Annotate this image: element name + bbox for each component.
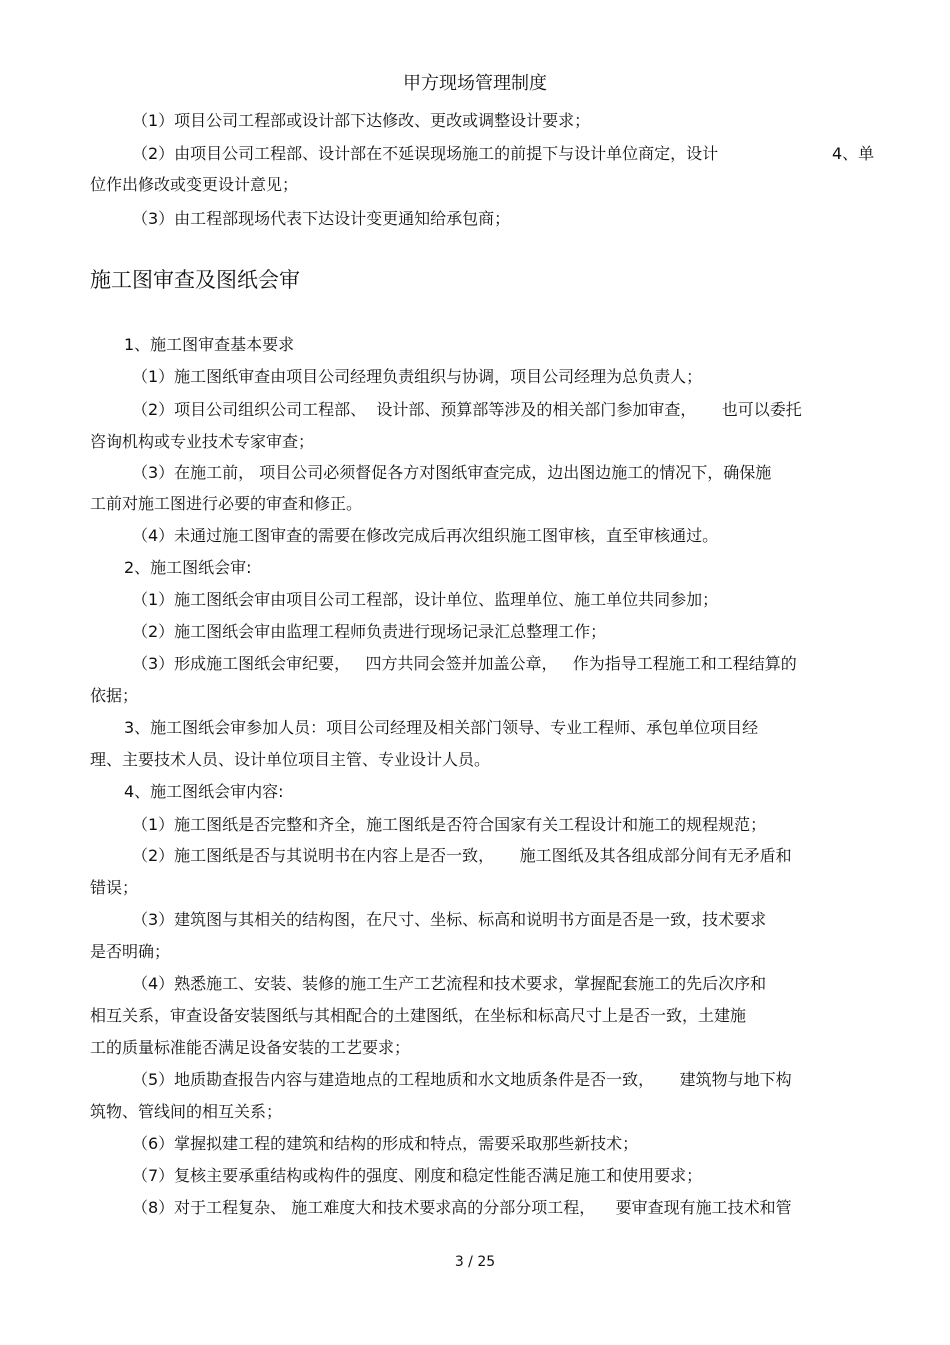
body-line: 咨询机构或专业技术专家审查；	[90, 432, 315, 451]
body-line: 相互关系，审查设备安装图纸与其相配合的土建图纸，在坐标和标高尺寸上是否一致，土建施	[90, 1006, 747, 1025]
body-line: 1、施工图审查基本要求	[124, 335, 295, 354]
body-line: （2）项目公司组织公司工程部、 设计部、预算部等涉及的相关部门参加审查， 也可以委托	[132, 400, 802, 419]
body-line: （1）施工图纸审查由项目公司经理负责组织与协调，项目公司经理为总负责人；	[132, 367, 703, 386]
body-line: （5）地质勘查报告内容与建造地点的工程地质和水文地质条件是否一致， 建筑物与地下构	[132, 1070, 792, 1089]
body-line: 4、施工图纸会审内容:	[124, 782, 284, 801]
body-line: （2）施工图纸是否与其说明书在内容上是否一致， 施工图纸及其各组成部分间有无矛盾和	[132, 846, 792, 865]
body-line: 理、主要技术人员、设计单位项目主管、专业设计人员。	[90, 750, 491, 769]
body-line: 工前对施工图进行必要的审查和修正。	[90, 494, 363, 513]
body-line: 工的质量标准能否满足设备安装的工艺要求；	[90, 1038, 411, 1057]
body-line: 筑物、管线间的相互关系；	[90, 1102, 283, 1121]
top-line-3: 位作出修改或变更设计意见；	[90, 175, 299, 194]
body-line: （3）形成施工图纸会审纪要， 四方共同会签并加盖公章， 作为指导工程施工和工程结算的	[132, 654, 797, 673]
page-number: 3 / 25	[454, 1254, 496, 1270]
body-line: 是否明确；	[90, 942, 171, 961]
body-line: （2）施工图纸会审由监理工程师负责进行现场记录汇总整理工作；	[132, 622, 607, 641]
body-line: （7）复核主要承重结构或构件的强度、刚度和稳定性能否满足施工和使用要求；	[132, 1166, 703, 1185]
body-line: 3、施工图纸会审参加人员：项目公司经理及相关部门领导、专业工程师、承包单位项目经	[124, 718, 759, 737]
document-title: 甲方现场管理制度	[403, 73, 547, 94]
top-line-2-tail: 4、单	[832, 144, 875, 163]
body-line: 2、施工图纸会审:	[124, 558, 252, 577]
body-line: （6）掌握拟建工程的建筑和结构的形成和特点，需要采取那些新技术；	[132, 1134, 639, 1153]
body-line: （8）对于工程复杂、 施工难度大和技术要求高的分部分项工程， 要审查现有施工技术和管	[132, 1198, 792, 1217]
body-line: （1）施工图纸会审由项目公司工程部，设计单位、监理单位、施工单位共同参加；	[132, 590, 719, 609]
top-line-4: （3）由工程部现场代表下达设计变更通知给承包商；	[132, 209, 511, 228]
top-line-2: （2）由项目公司工程部、设计部在不延误现场施工的前提下与设计单位商定，设计	[132, 144, 719, 163]
body-line: 错误；	[90, 878, 139, 897]
body-line: （1）施工图纸是否完整和齐全，施工图纸是否符合国家有关工程设计和施工的规程规范；	[132, 815, 767, 834]
body-line: 依据；	[90, 686, 139, 705]
section-heading: 施工图审查及图纸会审	[90, 268, 300, 292]
top-line-1: （1）项目公司工程部或设计部下达修改、更改或调整设计要求；	[132, 111, 591, 130]
body-line: （4）熟悉施工、安装、装修的施工生产工艺流程和技术要求，掌握配套施工的先后次序和	[132, 974, 767, 993]
body-line: （4）未通过施工图审查的需要在修改完成后再次组织施工图审核，直至审核通过。	[132, 526, 719, 545]
body-line: （3）在施工前， 项目公司必须督促各方对图纸审查完成，边出图边施工的情况下，确保施	[132, 463, 772, 482]
body-line: （3）建筑图与其相关的结构图，在尺寸、坐标、标高和说明书方面是否是一致，技术要求	[132, 910, 767, 929]
